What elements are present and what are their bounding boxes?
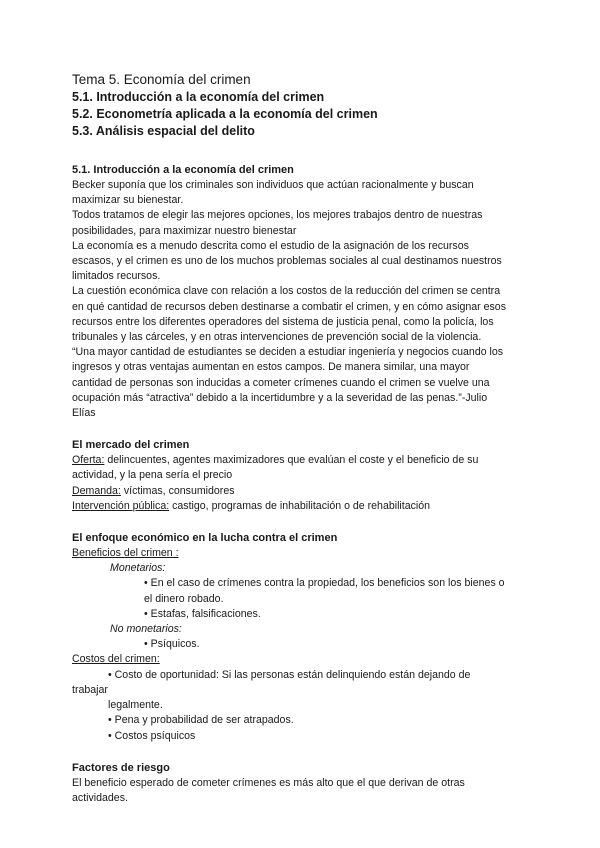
bullet-item-cont: el dinero robado. (144, 592, 224, 605)
spacer (72, 744, 532, 761)
intro-line: posibilidades, para maximizar nuestro bienestar (72, 224, 297, 237)
oferta-label: Oferta: (72, 454, 105, 467)
section-heading-intro: 5.1. Introducción a la economía del crimen (72, 164, 294, 176)
intro-line: La economía es a menudo descrita como el estudio de la asignación de los recursos (72, 239, 469, 252)
intro-line: cantidad de personas son inducidas a cometer crímenes cuando el crimen se vuelve una (72, 376, 490, 389)
factores-line: El beneficio esperado de cometer crímenes es más alto que el que derivan de otras (72, 776, 465, 789)
intervencion-label: Intervención pública: (72, 499, 170, 512)
bullet-item: • Estafas, falsificaciones. (144, 607, 261, 620)
oferta-line (72, 453, 532, 468)
no-monetarios-label: No monetarios: (110, 623, 182, 636)
intervencion-text: castigo, programas de inhabilitación o de rehabilitación (169, 499, 431, 512)
bullet-item: • En el caso de crímenes contra la propiedad, los beneficios son los bienes o (144, 577, 505, 590)
intro-line: maximizar su bienestar. (72, 194, 184, 207)
bullet-item: • Costos psíquicos (108, 729, 196, 742)
demanda-label: Demanda: (72, 484, 121, 497)
intro-body (72, 178, 532, 421)
intro-line: recursos entre los diferentes operadores del sistema de justicia penal, como la policía, los (72, 315, 494, 328)
costos-label: Costos del crimen: (72, 653, 160, 666)
intro-line: ocupación más “atractiva” debido a la incertidumbre y a la severidad de las penas.”-Julio (72, 391, 488, 404)
intro-line: Becker suponía que los criminales son individuos que actúan racionalmente y buscan (72, 179, 474, 191)
spacer (72, 421, 532, 438)
factores-line: actividades. (72, 791, 128, 804)
demanda-text: víctimas, consumidores (120, 484, 235, 497)
document-title: Tema 5. Economía del crimen (72, 72, 251, 87)
intervencion-line (72, 499, 532, 514)
bullet-item: • Pena y probabilidad de ser atrapados. (108, 714, 294, 727)
oferta-line-2: actividad, y la pena sería el precio (72, 469, 233, 482)
demanda-line (72, 484, 532, 499)
section-heading-mercado: El mercado del crimen (72, 439, 190, 452)
spacer (72, 140, 532, 163)
toc-item-5-2: 5.2. Econometría aplicada a la economía del crimen (72, 107, 378, 121)
section-heading-factores: Factores de riesgo (72, 761, 170, 774)
monetarios-label: Monetarios: (110, 562, 166, 575)
intro-line: escasos, y el crimen es uno de los muchos problemas sociales al cual destinamos nuestros (72, 255, 502, 268)
intro-line: Elías (72, 407, 96, 420)
bullet-item-cont: trabajar (72, 683, 108, 696)
toc-item-5-3: 5.3. Análisis espacial del delito (72, 124, 255, 138)
intro-line: limitados recursos. (72, 270, 161, 283)
intro-line: en qué cantidad de recursos deben destinarse a combatir el crimen, y en cómo asignar esos (72, 300, 506, 313)
spacer (72, 514, 532, 531)
toc-item-5-1: 5.1. Introducción a la economía del crimen (72, 90, 325, 104)
intro-line: tribunales y las cárceles, y en otras intervenciones de prevención social de la violencia. (72, 331, 482, 344)
bullet-item-cont: legalmente. (108, 699, 163, 712)
beneficios-label: Beneficios del crimen : (72, 547, 179, 560)
intro-line: ingresos y otras ventajas aumentan en estos campos. De manera similar, una mayor (72, 361, 470, 374)
intro-line: “Una mayor cantidad de estudiantes se deciden a estudiar ingeniería y negocios cuando los (72, 346, 504, 359)
bullet-item: • Costo de oportunidad: Si las personas están delinquiendo están dejando de (108, 668, 471, 681)
intro-line: Todos tratamos de elegir las mejores opciones, los mejores trabajos dentro de nuestras (72, 209, 483, 222)
section-heading-enfoque: El enfoque económico en la lucha contra el crimen (72, 532, 338, 545)
bullet-item: • Psíquicos. (144, 638, 200, 651)
intro-line: La cuestión económica clave con relación a los costos de la reducción del crimen se centra (72, 285, 501, 298)
oferta-text: delincuentes, agentes maximizadores que evalúan el coste y el beneficio de su (104, 454, 479, 467)
document-page (72, 70, 532, 806)
